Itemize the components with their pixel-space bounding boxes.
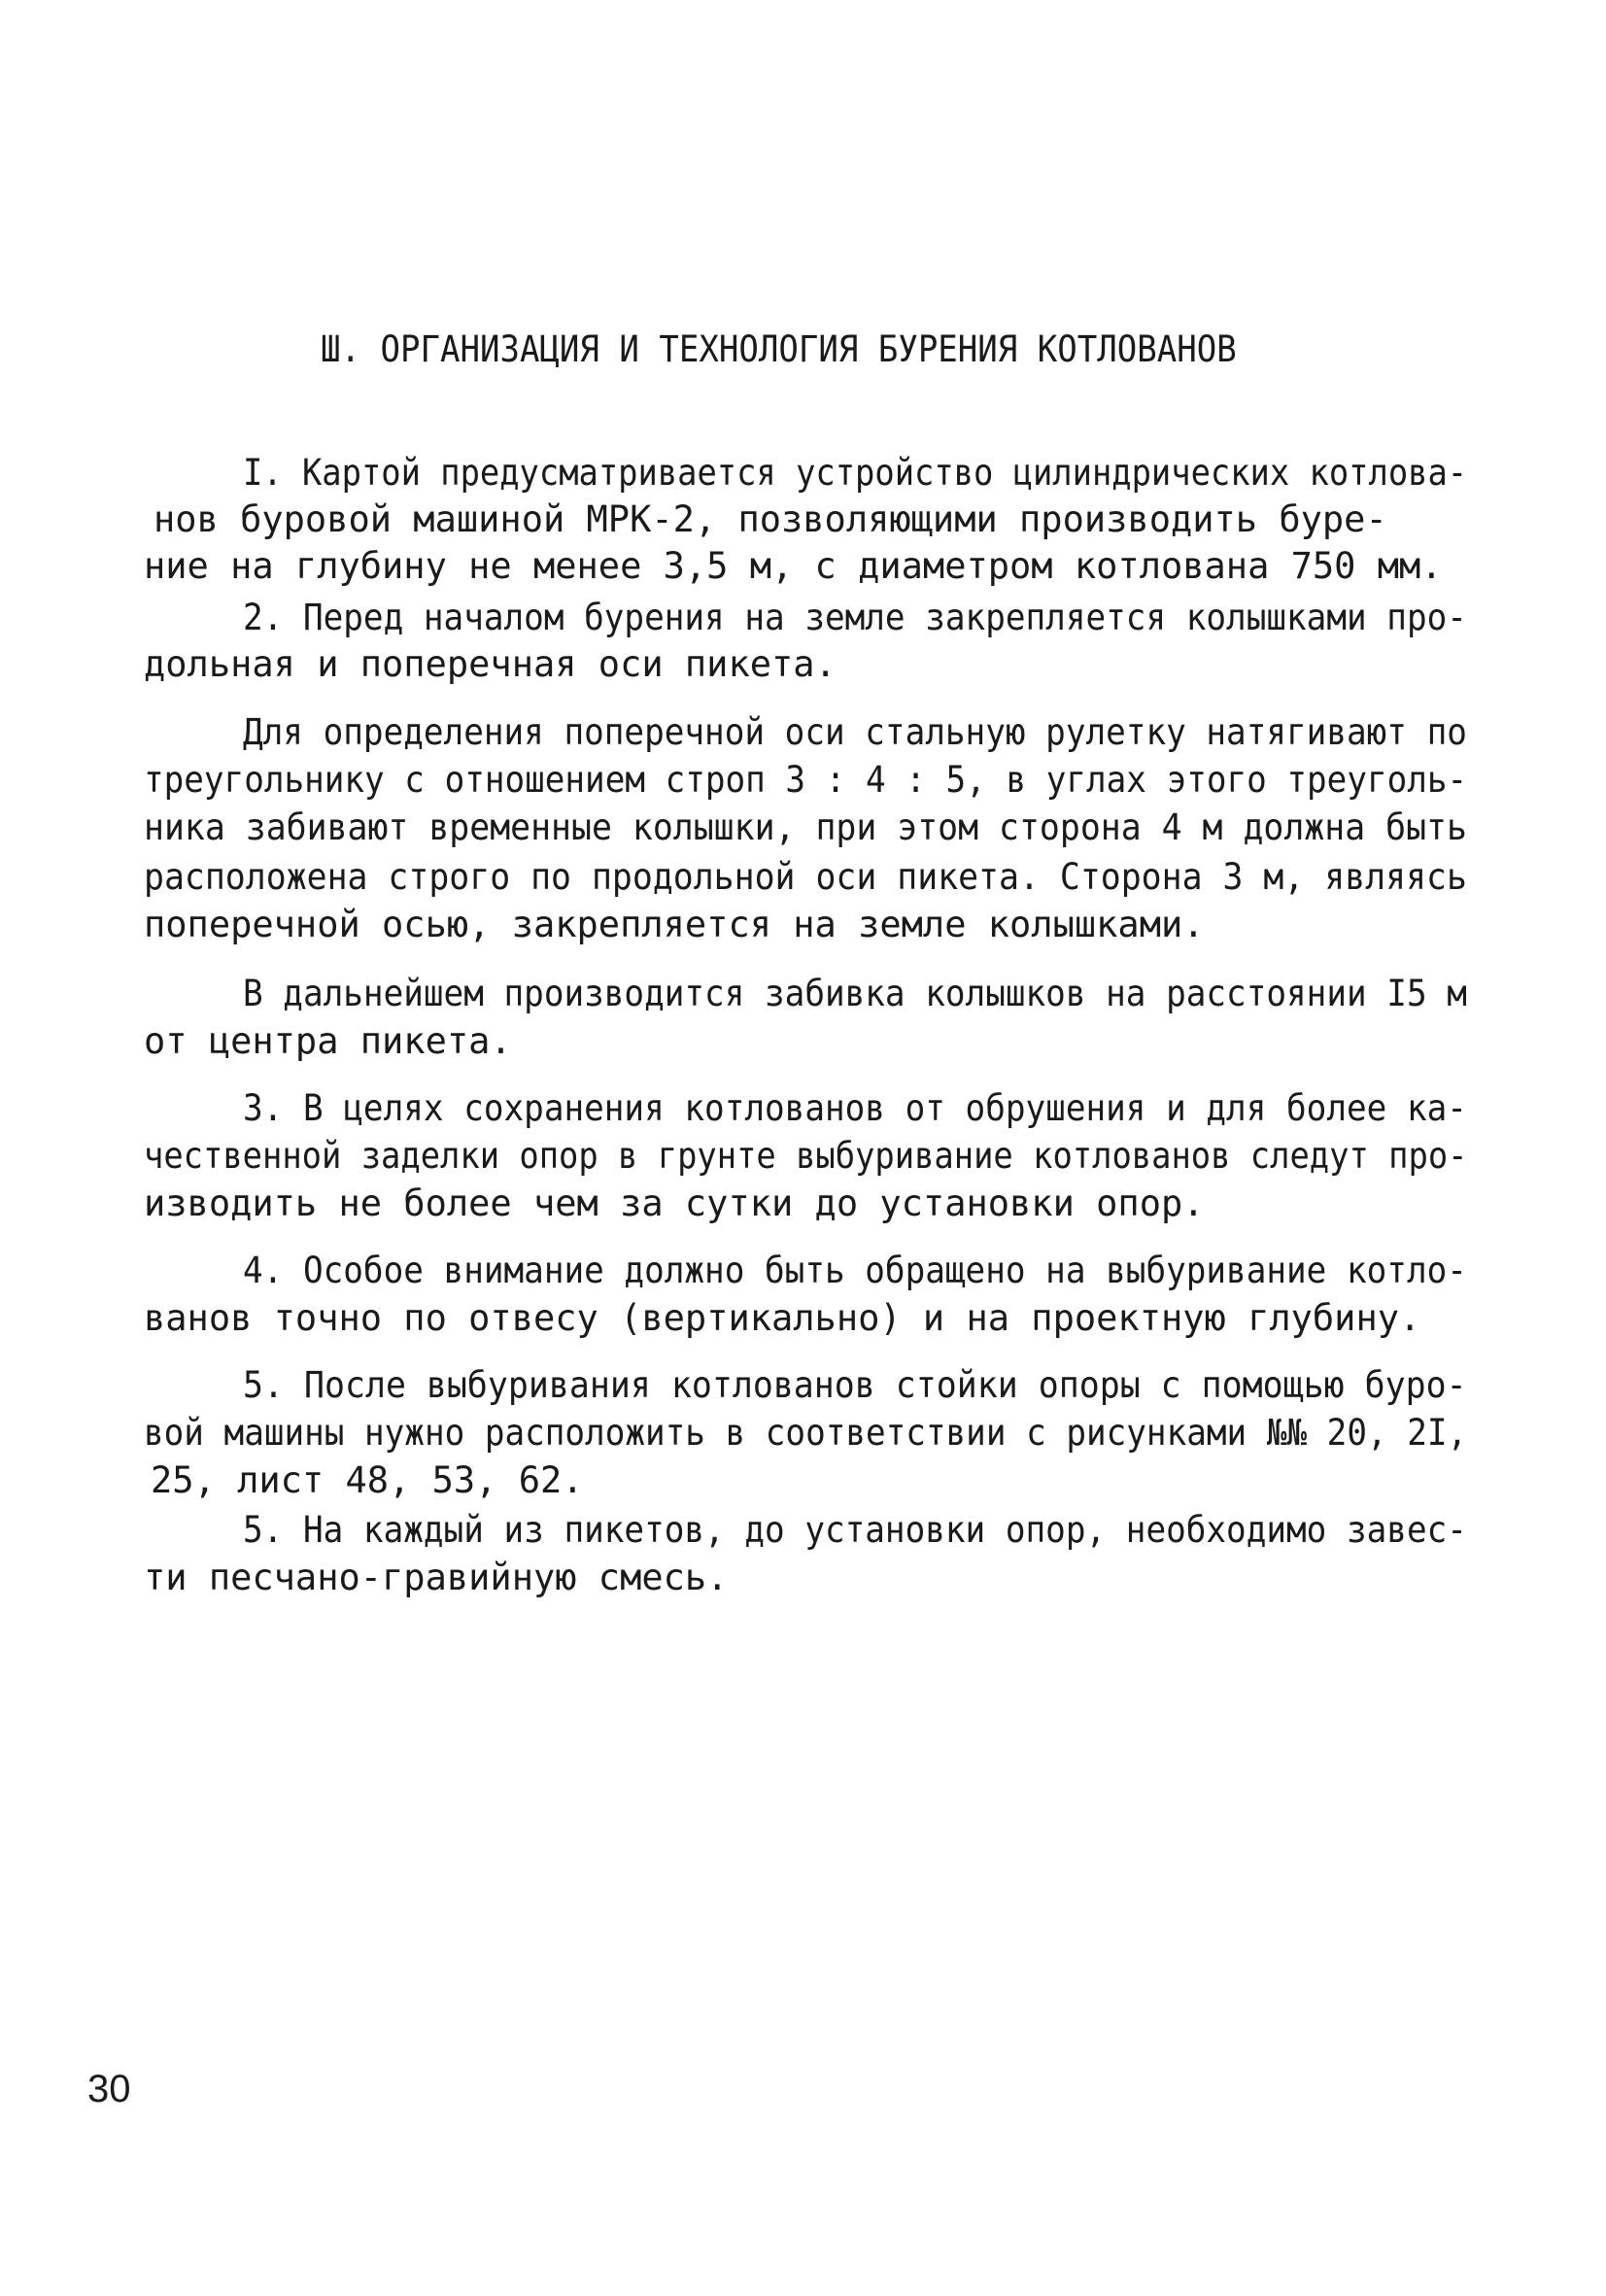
paragraph-6-line-2: ванов точно по отвесу (вертикально) и на проектную глубину. bbox=[144, 1297, 1421, 1339]
paragraph-3-line-5: поперечной осью, закрепляется на земле колышками. bbox=[144, 904, 1205, 945]
paragraph-5-line-3: изводить не более чем за сутки до установки опор. bbox=[144, 1182, 1205, 1224]
paragraph-5-line-2: чественной заделки опор в грунте выбуривание котлованов следут про- bbox=[144, 1135, 1468, 1177]
paragraph-1-line-1: I. Картой предусматривается устройство цилиндрических котлова- bbox=[243, 452, 1468, 494]
paragraph-2-line-2: дольная и поперечная оси пикета. bbox=[144, 643, 837, 685]
paragraph-7-line-3: 25, лист 48, 53, 62. bbox=[151, 1459, 584, 1501]
paragraph-2-line-1: 2. Перед началом бурения на земле закрепляется колышками про- bbox=[243, 597, 1467, 638]
page-number: 30 bbox=[87, 2068, 131, 2110]
paragraph-5-line-1: 3. В целях сохранения котлованов от обрушения и для более ка- bbox=[243, 1087, 1467, 1129]
paragraph-1-line-2: нов буровой машиной МРК-2, позволяющими производить буре- bbox=[154, 498, 1387, 540]
paragraph-4-line-2: от центра пикета. bbox=[144, 1020, 512, 1062]
paragraph-3-line-4: расположена строго по продольной оси пикета. Сторона 3 м, являясь bbox=[144, 856, 1467, 898]
paragraph-3-line-1: Для определения поперечной оси стальную рулетку натягивают по bbox=[243, 711, 1467, 753]
section-title: Ш. ОРГАНИЗАЦИЯ И ТЕХНОЛОГИЯ БУРЕНИЯ КОТЛОВАНОВ bbox=[321, 328, 1237, 370]
paragraph-7-line-2: вой машины нужно расположить в соответствии с рисунками №№ 20, 2I, bbox=[144, 1412, 1468, 1454]
paragraph-7-line-1: 5. После выбуривания котлованов стойки опоры с помощью буро- bbox=[243, 1364, 1467, 1406]
paragraph-6-line-1: 4. Особое внимание должно быть обращено на выбуривание котло- bbox=[243, 1250, 1467, 1291]
paragraph-8-line-2: ти песчано-гравийную смесь. bbox=[144, 1557, 729, 1598]
paragraph-1-line-3: ние на глубину не менее 3,5 м, с диаметром котлована 750 мм. bbox=[144, 545, 1443, 587]
paragraph-3-line-3: ника забивают временные колышки, при этом сторона 4 м должна быть bbox=[144, 806, 1467, 848]
paragraph-8-line-1: 5. На каждый из пикетов, до установки опор, необходимо завес- bbox=[243, 1509, 1467, 1551]
paragraph-3-line-2: треугольнику с отношением строп 3 : 4 : 5, в углах этого треуголь- bbox=[144, 759, 1468, 801]
paragraph-4-line-1: В дальнейшем производится забивка колышков на расстоянии I5 м bbox=[243, 973, 1467, 1014]
